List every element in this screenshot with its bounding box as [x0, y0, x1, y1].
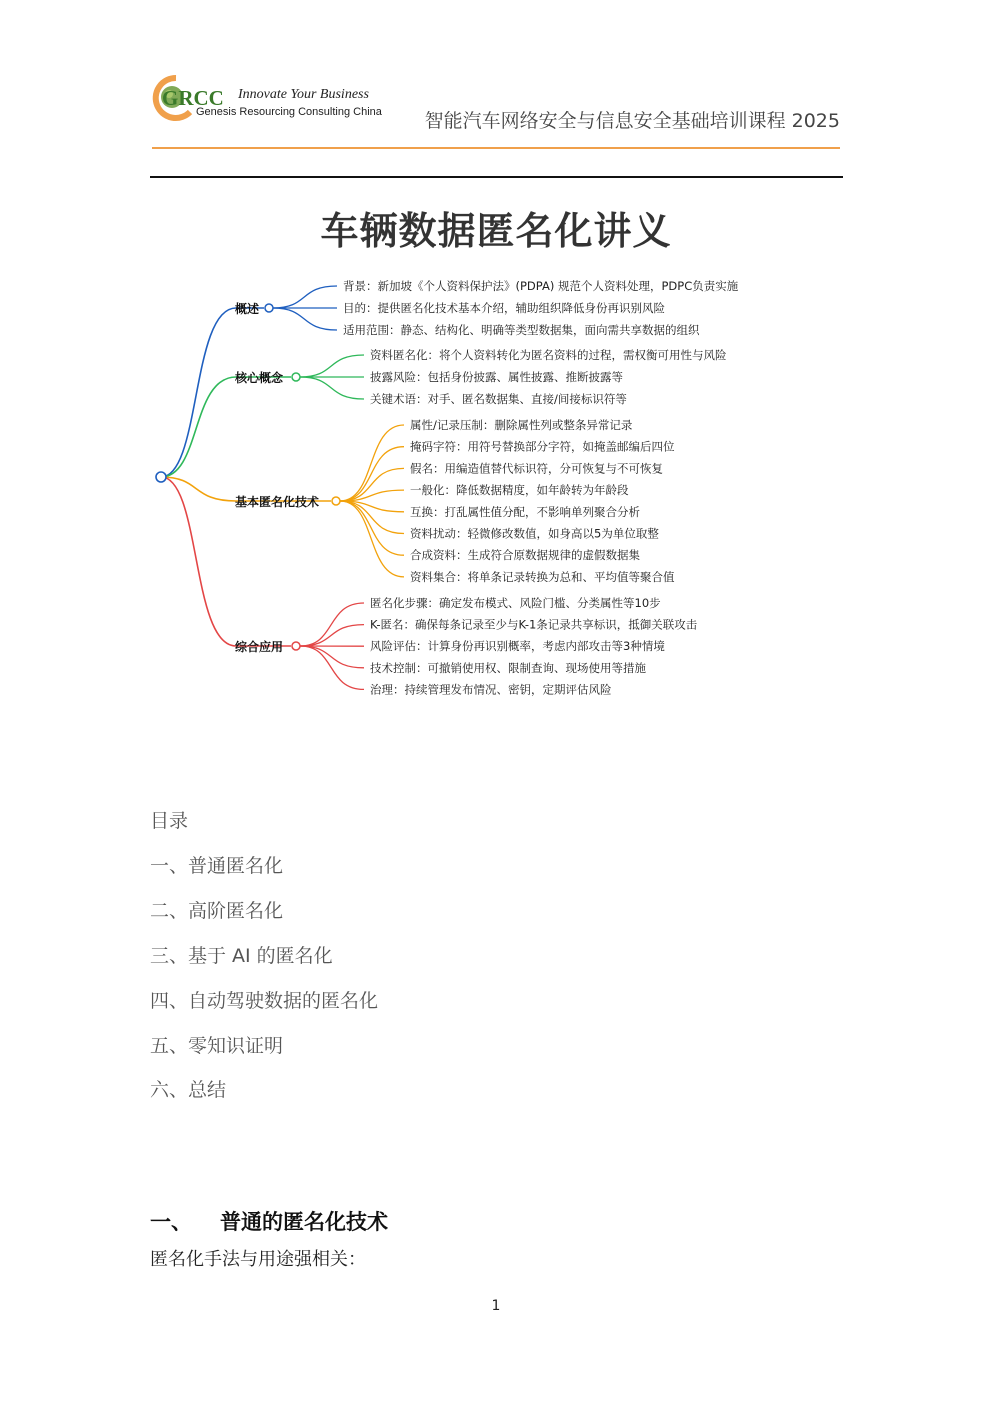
section-heading	[150, 1206, 388, 1236]
leaf-label: 资料集合：将单条记录转换为总和、平均值等聚合值	[410, 569, 675, 584]
leaf-label: 技术控制：可撤销使用权、限制查询、现场使用等措施	[370, 660, 646, 675]
leaf-label: 披露风险：包括身份披露、属性披露、推断披露等	[370, 370, 623, 384]
leaf-label: K-匿名：确保每条记录至少与K-1条记录共享标识，抵御关联攻击	[370, 617, 698, 632]
leaf-label: 适用范围：静态、结构化、明确等类型数据集，面向需共享数据的组织	[343, 323, 700, 337]
leaf-connector	[340, 501, 404, 555]
leaf-label: 关键术语：对手、匿名数据集、直接/间接标识符等	[370, 392, 627, 406]
leaf-connector	[300, 377, 364, 399]
branch-label: 概述	[235, 302, 260, 316]
leaf-label: 背景：新加坡《个人资料保护法》(PDPA) 规范个人资料处理，PDPC负责实施	[343, 279, 739, 293]
leaf-connector	[300, 646, 364, 668]
leaf-label: 合成资料：生成符合原数据规律的虚假数据集	[410, 548, 640, 563]
toc-item: 四、自动驾驶数据的匿名化	[150, 990, 379, 1012]
branch-connector	[161, 308, 264, 477]
branch-label: 基本匿名化技术	[235, 495, 320, 509]
branch-label: 综合应用	[235, 640, 284, 654]
branch-connector	[161, 377, 291, 477]
leaf-connector	[300, 625, 364, 646]
document-title: 车辆数据匿名化讲义	[320, 209, 672, 253]
leaf-label: 资料匿名化：将个人资料转化为匿名资料的过程，需权衡可用性与风险	[370, 348, 727, 362]
leaf-label: 一般化：降低数据精度，如年龄转为年龄段	[410, 483, 629, 498]
branch-node	[265, 304, 273, 312]
leaf-label: 风险评估：计算身份再识别概率，考虑内部攻击等3种情境	[370, 639, 665, 654]
title-divider	[150, 176, 843, 178]
branch-node	[292, 373, 300, 381]
branch-label: 核心概念	[235, 371, 284, 385]
leaf-label: 属性/记录压制：删除属性列或整条异常记录	[410, 418, 633, 432]
section-number: 一、	[150, 1210, 192, 1234]
leaf-connector	[273, 308, 337, 330]
leaf-label: 目的：提供匿名化技术基本介绍，辅助组织降低身份再识别风险	[343, 301, 665, 315]
root-node	[156, 472, 166, 482]
logo-slogan: Innovate Your Business	[238, 87, 369, 102]
leaf-connector	[340, 501, 404, 577]
leaf-label: 假名：用编造值替代标识符，分可恢复与不可恢复	[410, 461, 663, 476]
logo-company: Genesis Resourcing Consulting China	[196, 106, 382, 118]
company-logo	[146, 72, 396, 122]
leaf-label: 资料扰动：轻微修改数值，如身高以5为单位取整	[410, 526, 659, 541]
toc-item: 三、基于 AI 的匿名化	[150, 945, 333, 967]
leaf-connector	[340, 425, 404, 501]
leaf-label: 互换：打乱属性值分配，不影响单列聚合分析	[410, 504, 640, 519]
toc-item: 五、零知识证明	[150, 1035, 284, 1057]
toc-item: 二、高阶匿名化	[150, 900, 284, 922]
leaf-label: 治理：持续管理发布情况、密钥，定期评估风险	[370, 682, 612, 697]
logo-mark: GRCC	[162, 86, 224, 110]
leaf-connector	[300, 603, 364, 646]
leaf-connector	[300, 355, 364, 377]
toc-heading: 目录	[150, 810, 189, 832]
leaf-label: 匿名化步骤：确定发布模式、风险门槛、分类属性等10步	[370, 596, 661, 610]
branch-node	[332, 497, 340, 505]
leaf-connector	[273, 286, 337, 308]
leaf-connector	[340, 447, 404, 501]
toc-item: 一、普通匿名化	[150, 855, 284, 877]
section-paragraph: 匿名化手法与用途强相关：	[150, 1249, 366, 1270]
page-number: 1	[491, 1298, 501, 1314]
leaf-label: 掩码字符：用符号替换部分字符，如掩盖邮编后四位	[410, 439, 675, 454]
toc-item: 六、总结	[150, 1079, 227, 1101]
header-divider	[152, 147, 840, 149]
mindmap	[0, 264, 992, 704]
branch-node	[292, 642, 300, 650]
section-title: 普通的匿名化技术	[220, 1210, 388, 1234]
course-title: 智能汽车网络安全与信息安全基础培训课程 2025	[424, 110, 840, 132]
